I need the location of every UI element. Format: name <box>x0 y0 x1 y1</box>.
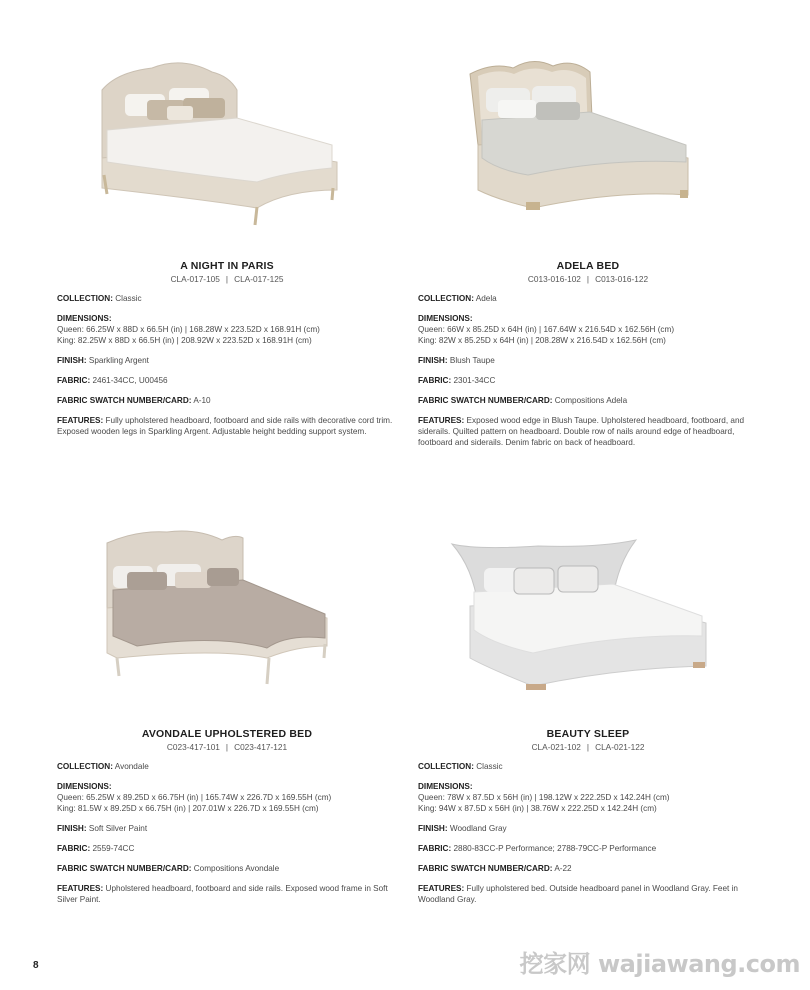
bed-product-image-icon <box>57 518 397 698</box>
product-card-avondale-upholstered-bed <box>57 518 397 905</box>
fabric-row: FABRIC: 2461-34CC, U00456 <box>57 376 168 385</box>
finish-row: FINISH: Woodland Gray <box>418 824 507 833</box>
features-row: FEATURES: Exposed wood edge in Blush Taupe. Upholstered headboard, footboard, and siderails. Quilted pattern on headboard. Double row of nails around edge of headboard, footboard and siderails. Denim fabric on back of headboard. <box>418 416 745 447</box>
product-card-beauty-sleep <box>418 518 758 905</box>
dimensions-queen: Queen: 78W x 87.5D x 56H (in) | 198.12W x 222.25D x 142.24H (cm) <box>418 793 670 802</box>
dimensions-block: DIMENSIONS: Queen: 66W x 85.25D x 64H (in) | 167.64W x 216.54D x 162.56H (cm) King: 82W x 85.25D x 64H (in) | 208.28W x 216.54D x 162.56H (cm) <box>418 314 675 345</box>
finish-value: Soft Silver Paint <box>88 824 148 833</box>
features-value: Fully upholstered headboard, footboard and side rails with decorative cord trim. Exposed wooden legs in Sparkling Argent. Adjustable height bedding support system. <box>57 416 393 436</box>
product-title: AVONDALE UPHOLSTERED BED <box>141 728 313 740</box>
swatch-value: A-22 <box>554 864 572 873</box>
sku-separator: | <box>586 274 590 284</box>
features-row: FEATURES: Fully upholstered headboard, footboard and side rails with decorative cord trim. Exposed wooden legs in Sparkling Argent. Adjustable height bedding support system. <box>57 416 393 436</box>
collection-value: Avondale <box>114 762 149 771</box>
collection-value: Classic <box>115 294 142 303</box>
features-value: Upholstered headboard, footboard and side rails. Exposed wood frame in Soft Silver Paint. <box>57 884 388 904</box>
finish-row: FINISH: Soft Silver Paint <box>57 824 148 833</box>
product-skus <box>57 742 397 752</box>
fabric-value: 2461-34CC, U00456 <box>92 376 168 385</box>
dimensions-king: King: 81.5W x 89.25D x 66.75H (in) | 207.01W x 226.7D x 169.55H (cm) <box>57 804 319 813</box>
dimensions-block: DIMENSIONS: Queen: 65.25W x 89.25D x 66.75H (in) | 165.74W x 226.7D x 169.55H (cm) King: 81.5W x 89.25D x 66.75H (in) | 207.01W x 226.7D x 169.55H (cm) <box>57 782 332 813</box>
dimensions-queen: Queen: 66.25W x 88D x 66.5H (in) | 168.28W x 223.52D x 168.91H (cm) <box>57 325 320 334</box>
product-title: ADELA BED <box>556 260 620 272</box>
product-title: A NIGHT IN PARIS <box>180 260 274 272</box>
sku-king: CLA-017-125 <box>234 274 284 284</box>
product-card-adela-bed <box>418 50 758 448</box>
bed-product-image-icon <box>418 518 758 698</box>
swatch-value: Compositions Avondale <box>193 864 280 873</box>
product-card-a-night-in-paris <box>57 50 397 437</box>
finish-value: Sparkling Argent <box>88 356 149 365</box>
sku-separator: | <box>586 742 590 752</box>
sku-king: C013-016-122 <box>595 274 649 284</box>
sku-separator: | <box>225 274 229 284</box>
sku-queen: C013-016-102 <box>527 274 581 284</box>
product-skus <box>57 274 397 284</box>
collection-row: COLLECTION: Classic <box>418 762 503 771</box>
fabric-value: 2880-83CC-P Performance; 2788-79CC-P Performance <box>453 844 657 853</box>
fabric-value: 2301-34CC <box>453 376 496 385</box>
features-row: FEATURES: Fully upholstered bed. Outside headboard panel in Woodland Gray. Feet in Woodland Gray. <box>418 884 738 904</box>
swatch-row: FABRIC SWATCH NUMBER/CARD: A-10 <box>57 396 211 405</box>
finish-row: FINISH: Sparkling Argent <box>57 356 149 365</box>
sku-queen: CLA-017-105 <box>170 274 220 284</box>
dimensions-queen: Queen: 66W x 85.25D x 64H (in) | 167.64W x 216.54D x 162.56H (cm) <box>418 325 675 334</box>
dimensions-queen: Queen: 65.25W x 89.25D x 66.75H (in) | 165.74W x 226.7D x 169.55H (cm) <box>57 793 332 802</box>
bed-product-image-icon <box>418 50 758 230</box>
sku-king: CLA-021-122 <box>595 742 645 752</box>
product-skus <box>418 742 758 752</box>
watermark-logo: 挖家网 wajiawang.com <box>519 950 800 978</box>
swatch-value: A-10 <box>193 396 211 405</box>
collection-value: Adela <box>475 294 497 303</box>
collection-value: Classic <box>476 762 503 771</box>
finish-row: FINISH: Blush Taupe <box>418 356 495 365</box>
dimensions-king: King: 82W x 85.25D x 64H (in) | 208.28W x 216.54D x 162.56H (cm) <box>418 336 666 345</box>
features-value: Fully upholstered bed. Outside headboard panel in Woodland Gray. Feet in Woodland Gray. <box>418 884 738 904</box>
features-value: Exposed wood edge in Blush Taupe. Upholstered headboard, footboard, and siderails. Quilted pattern on headboard. Double row of nails around edge of headboard, footboard and siderails. Denim fabric on back of headboard. <box>418 416 745 447</box>
fabric-row: FABRIC: 2301-34CC <box>418 376 496 385</box>
fabric-value: 2559-74CC <box>92 844 135 853</box>
swatch-row: FABRIC SWATCH NUMBER/CARD: A-22 <box>418 864 572 873</box>
features-row: FEATURES: Upholstered headboard, footboard and side rails. Exposed wood frame in Soft Silver Paint. <box>57 884 388 904</box>
fabric-row: FABRIC: 2559-74CC <box>57 844 135 853</box>
dimensions-block: DIMENSIONS: Queen: 66.25W x 88D x 66.5H (in) | 168.28W x 223.52D x 168.91H (cm) King: 82.25W x 88D x 66.5H (in) | 208.92W x 223.52D x 168.91H (cm) <box>57 314 320 345</box>
collection-row: COLLECTION: Adela <box>418 294 497 303</box>
sku-queen: C023-417-101 <box>166 742 220 752</box>
product-skus <box>418 274 758 284</box>
dimensions-king: King: 82.25W x 88D x 66.5H (in) | 208.92W x 223.52D x 168.91H (cm) <box>57 336 312 345</box>
swatch-row: FABRIC SWATCH NUMBER/CARD: Compositions Adela <box>418 396 628 405</box>
sku-separator: | <box>225 742 229 752</box>
fabric-row: FABRIC: 2880-83CC-P Performance; 2788-79CC-P Performance <box>418 844 657 853</box>
finish-value: Blush Taupe <box>449 356 495 365</box>
page-number: 8 <box>33 960 39 971</box>
sku-king: C023-417-121 <box>234 742 288 752</box>
collection-row: COLLECTION: Avondale <box>57 762 149 771</box>
dimensions-block: DIMENSIONS: Queen: 78W x 87.5D x 56H (in) | 198.12W x 222.25D x 142.24H (cm) King: 94W x 87.5D x 56H (in) | 38.76W x 222.25D x 142.24H (cm) <box>418 782 670 813</box>
swatch-row: FABRIC SWATCH NUMBER/CARD: Compositions Avondale <box>57 864 280 873</box>
finish-value: Woodland Gray <box>449 824 507 833</box>
product-title: BEAUTY SLEEP <box>546 728 630 740</box>
swatch-value: Compositions Adela <box>554 396 628 405</box>
dimensions-king: King: 94W x 87.5D x 56H (in) | 38.76W x 222.25D x 142.24H (cm) <box>418 804 657 813</box>
sku-queen: CLA-021-102 <box>531 742 581 752</box>
collection-row: COLLECTION: Classic <box>57 294 142 303</box>
bed-product-image-icon <box>57 50 397 230</box>
